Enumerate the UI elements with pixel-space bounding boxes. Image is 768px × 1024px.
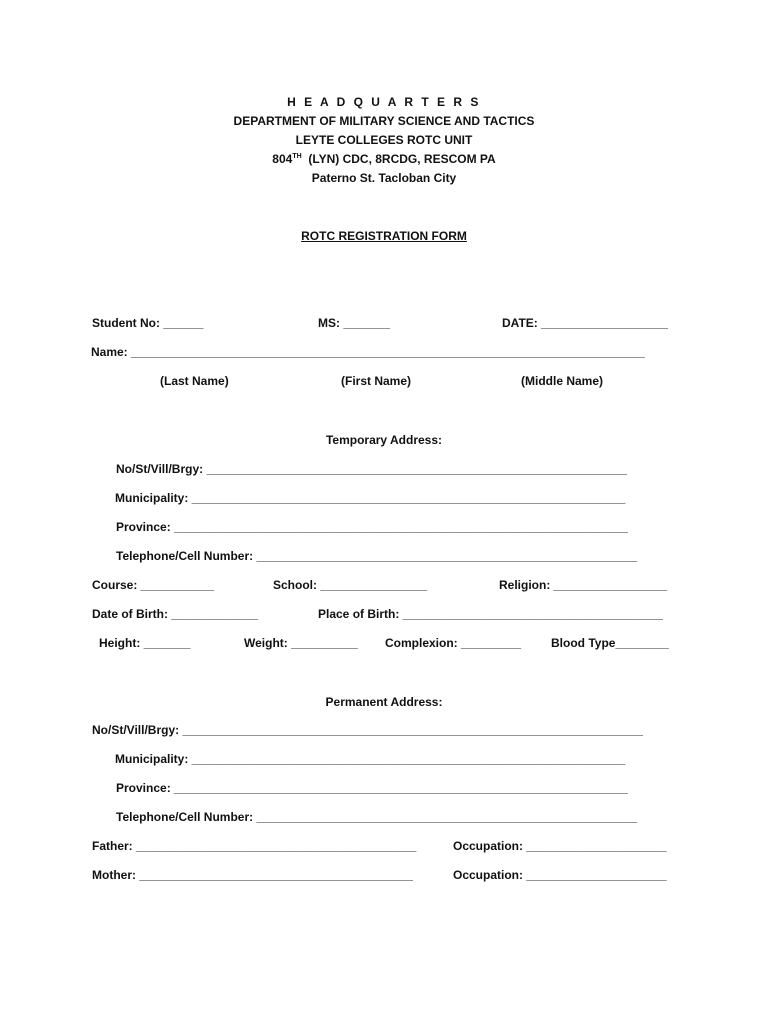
temporary-street-field[interactable]: No/St/Vill/Brgy: _______________________________________________________________ [116,462,627,476]
form-title: ROTC REGISTRATION FORM [301,229,467,243]
header-command-number: 804 [272,152,293,166]
mother-occupation-field[interactable]: Occupation: _____________________ [453,868,667,882]
permanent-telephone-field[interactable]: Telephone/Cell Number: _________________________________________________________ [116,810,637,824]
temporary-address-heading: Temporary Address: [325,433,443,447]
school-field[interactable]: School: ________________ [273,578,428,592]
first-name-caption: (First Name) [341,374,412,388]
header-command-suffix: TH [292,153,302,160]
date-field[interactable]: DATE: ___________________ [502,316,668,330]
place-of-birth-field[interactable]: Place of Birth: _______________________________________ [318,607,663,621]
header-headquarters: H E A D Q U A R T E R S [287,95,481,109]
permanent-province-field[interactable]: Province: ____________________________________________________________________ [116,781,628,795]
height-field[interactable]: Height: _______ [99,636,191,650]
complexion-field[interactable]: Complexion: _________ [385,636,522,650]
header-address: Paterno St. Tacloban City [311,171,457,185]
permanent-street-field[interactable]: No/St/Vill/Brgy: _____________________________________________________________________ [92,723,643,737]
father-occupation-field[interactable]: Occupation: _____________________ [453,839,667,853]
header-unit: LEYTE COLLEGES ROTC UNIT [295,133,473,147]
name-field[interactable]: Name: _____________________________________________________________________________ [91,345,645,359]
father-field[interactable]: Father: __________________________________________ [92,839,417,853]
permanent-address-heading: Permanent Address: [325,695,443,709]
weight-field[interactable]: Weight: __________ [244,636,358,650]
header-command [0,151,768,167]
blood-type-field[interactable]: Blood Type________ [551,636,669,650]
temporary-telephone-field[interactable]: Telephone/Cell Number: _________________________________________________________ [116,549,637,563]
permanent-municipality-field[interactable]: Municipality: _________________________________________________________________ [115,752,626,766]
temporary-province-field[interactable]: Province: ____________________________________________________________________ [116,520,628,534]
course-field[interactable]: Course: ___________ [92,578,215,592]
student-no-field[interactable]: Student No: ______ [92,316,204,330]
middle-name-caption: (Middle Name) [521,374,604,388]
header-department: DEPARTMENT OF MILITARY SCIENCE AND TACTICS [233,114,535,128]
date-of-birth-field[interactable]: Date of Birth: _____________ [92,607,259,621]
last-name-caption: (Last Name) [160,374,229,388]
religion-field[interactable]: Religion: _________________ [499,578,668,592]
ms-field[interactable]: MS: _______ [318,316,391,330]
header-command-rest: (LYN) CDC, 8RCDG, RESCOM PA [301,152,496,166]
temporary-municipality-field[interactable]: Municipality: _________________________________________________________________ [115,491,626,505]
mother-field[interactable]: Mother: _________________________________________ [92,868,413,882]
